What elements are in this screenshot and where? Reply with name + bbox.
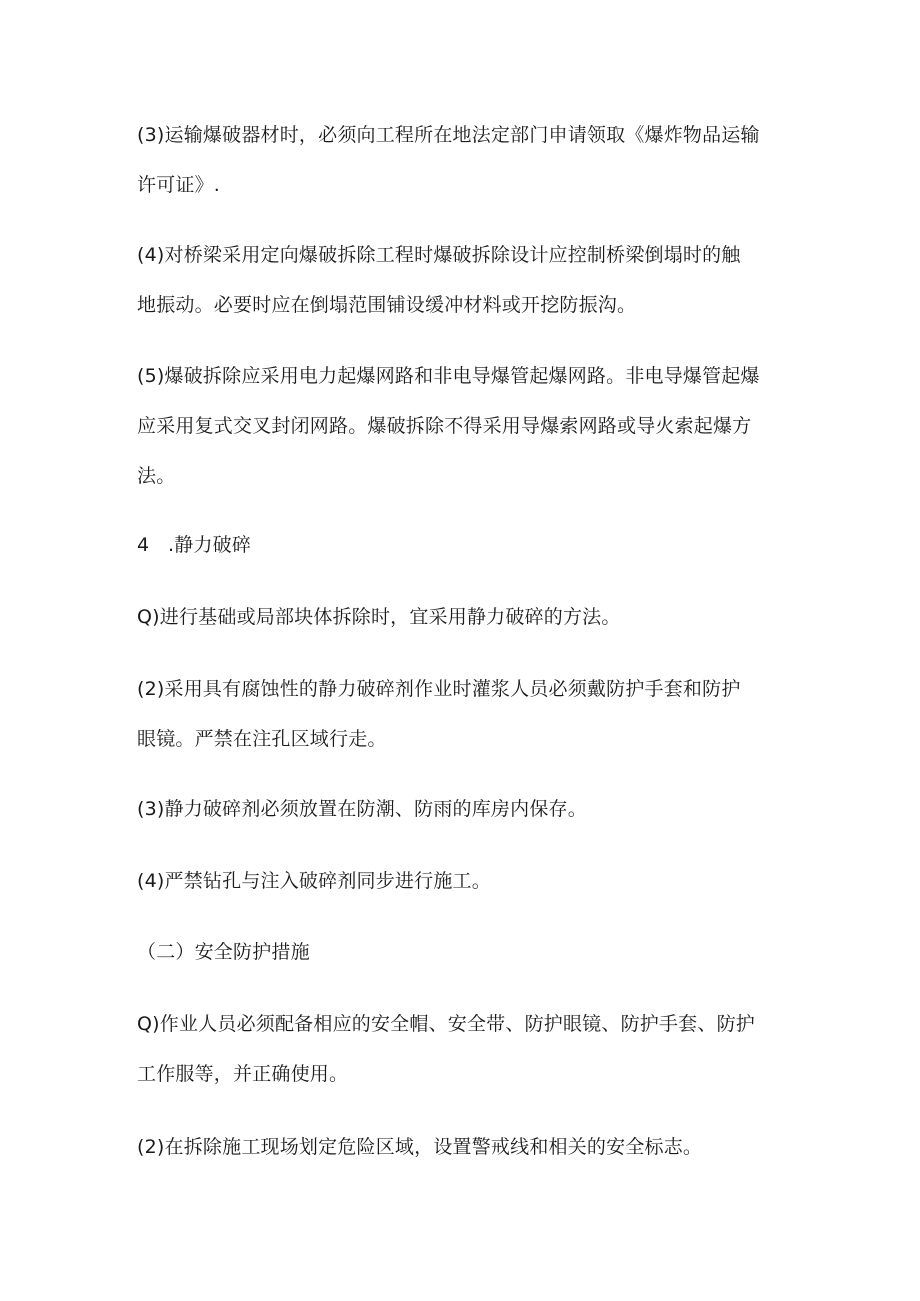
paragraph-static-method xyxy=(137,592,787,642)
text-line: (4)对桥梁采用定向爆破拆除工程时爆破拆除设计应控制桥梁倒塌时的触 xyxy=(137,244,741,266)
section-heading-safety-measures xyxy=(137,927,787,977)
paragraph-danger-zone xyxy=(137,1122,787,1172)
section-heading-static-crushing xyxy=(137,520,787,570)
paragraph-agent-storage xyxy=(137,784,787,834)
text-line: （二）安全防护措施 xyxy=(137,941,310,963)
text-line: 地振动。必要时应在倒塌范围铺设缓冲材料或开挖防振沟。 xyxy=(137,294,637,316)
text-line: Q)进行基础或局部块体拆除时，宜采用静力破碎的方法。 xyxy=(137,606,621,628)
paragraph-corrosive-agent xyxy=(137,664,787,764)
text-line: (3)静力破碎剂必须放置在防潮、防雨的库房内保存。 xyxy=(137,798,587,820)
paragraph-bridge-demolition xyxy=(137,230,787,330)
paragraph-detonation-network xyxy=(137,351,787,501)
paragraph-transport-permit xyxy=(137,110,787,210)
text-line: Q)作业人员必须配备相应的安全帽、安全带、防护眼镜、防护手套、防护 xyxy=(137,1013,755,1035)
text-line: 许可证》. xyxy=(137,174,221,196)
text-line: 法。 xyxy=(137,465,176,487)
text-line: 工作服等，并正确使用。 xyxy=(137,1063,349,1085)
text-line: (4)严禁钻孔与注入破碎剂同步进行施工。 xyxy=(137,870,491,892)
text-line: (2)在拆除施工现场划定危险区域，设置警戒线和相关的安全标志。 xyxy=(137,1136,703,1158)
paragraph-drilling-ban xyxy=(137,856,787,906)
paragraph-protective-equipment xyxy=(137,999,787,1099)
text-line: 4 .静力破碎 xyxy=(137,534,252,556)
text-line: (2)采用具有腐蚀性的静力破碎剂作业时灌浆人员必须戴防护手套和防护 xyxy=(137,678,741,700)
text-line: 应采用复式交叉封闭网路。爆破拆除不得采用导爆索网路或导火索起爆方 xyxy=(137,415,752,437)
text-line: 眼镜。严禁在注孔区域行走。 xyxy=(137,728,387,750)
text-line: (5)爆破拆除应采用电力起爆网路和非电导爆管起爆网路。非电导爆管起爆 xyxy=(137,365,760,387)
text-line: (3)运输爆破器材时，必须向工程所在地法定部门申请领取《爆炸物品运输 xyxy=(137,124,760,146)
